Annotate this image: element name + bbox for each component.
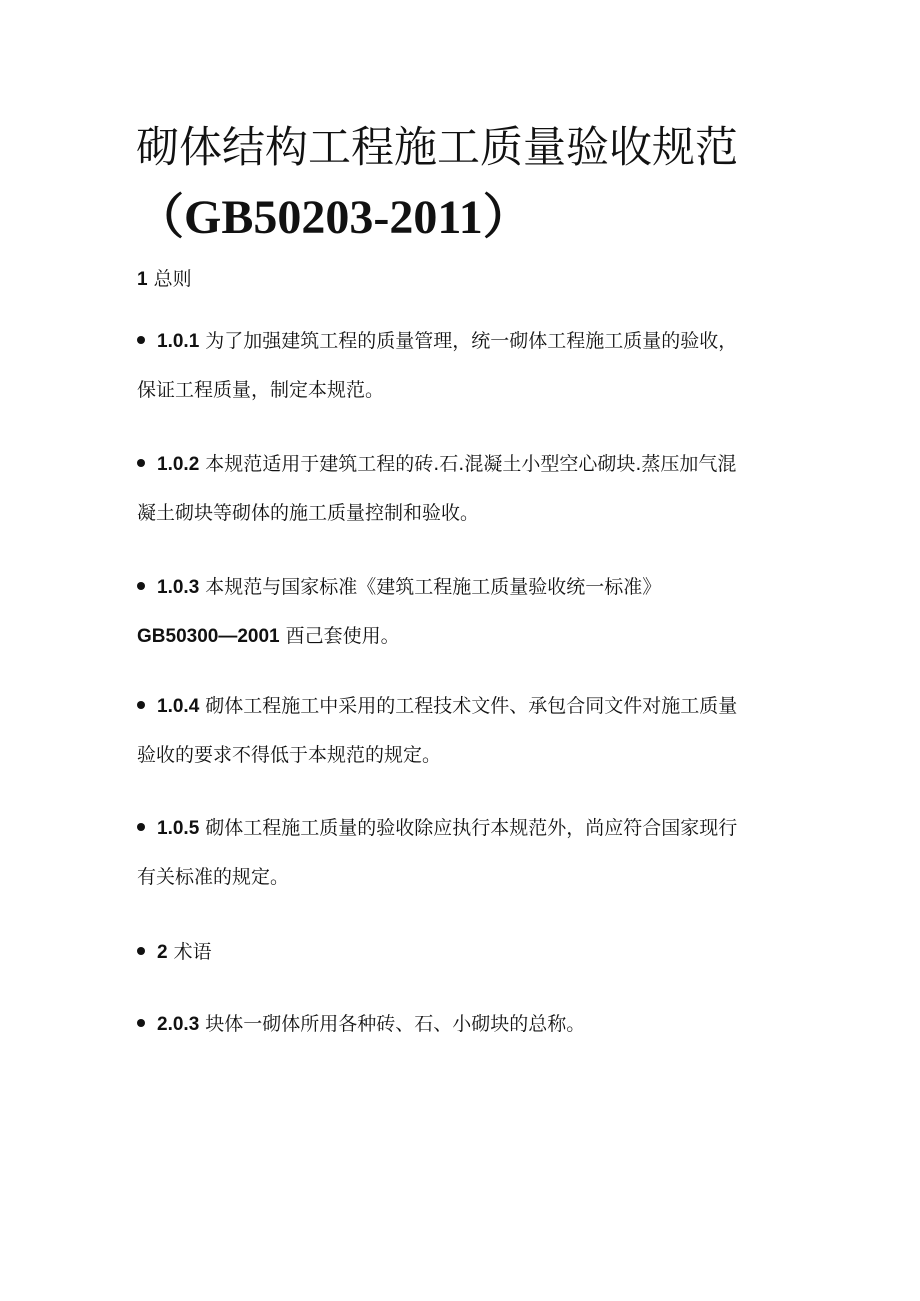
section-label: 总则 [153, 268, 192, 290]
clause-number: 1.0.3 [157, 577, 200, 598]
clause-line [137, 440, 797, 489]
clause-1-0-5 [137, 804, 797, 902]
bullet-icon [137, 336, 145, 344]
clause-number: 1.0.5 [157, 818, 200, 839]
clause-text-continued: 凝土砌块等砌体的施工质量控制和验收。 [137, 502, 480, 524]
clause-number: 1.0.1 [157, 331, 200, 352]
document-standard-code: （GB50203-2011） [136, 191, 531, 244]
clause-text: 本规范适用于建筑工程的砖.石.混凝土小型空心砌块.蒸压加气混 [205, 453, 737, 475]
clause-number: 1.0.2 [157, 454, 200, 475]
section-line [137, 928, 797, 977]
clause-text: 砌体工程施工质量的验收除应执行本规范外，尚应符合国家现行 [205, 817, 738, 839]
clause-line [137, 682, 797, 731]
clause-number: 2.0.3 [157, 1014, 200, 1035]
bullet-icon [137, 582, 145, 590]
clause-line [137, 563, 797, 612]
clause-number: 1.0.4 [157, 696, 200, 717]
clause-text-continued: 保证工程质量，制定本规范。 [137, 379, 385, 401]
clause-1-0-4 [137, 682, 797, 780]
standard-number: GB50300—2001 [137, 626, 280, 647]
clause-1-0-2 [137, 440, 797, 538]
section-heading-terms [137, 928, 797, 977]
clause-text: 砌体工程施工中采用的工程技术文件、承包合同文件对施工质量 [205, 695, 738, 717]
section-heading-general [137, 264, 192, 295]
clause-line-continued [137, 612, 797, 661]
clause-text-continued: 酉己套使用。 [285, 625, 400, 647]
bullet-icon [137, 947, 145, 955]
clause-line [137, 317, 797, 366]
bullet-icon [137, 1019, 145, 1027]
bullet-icon [137, 459, 145, 467]
clause-1-0-3 [137, 563, 797, 661]
section-label: 术语 [173, 941, 212, 963]
clause-2-0-3 [137, 1000, 797, 1049]
bullet-icon [137, 823, 145, 831]
clause-text-continued: 验收的要求不得低于本规范的规定。 [137, 744, 442, 766]
clause-text: 本规范与国家标准《建筑工程施工质量验收统一标准》 [205, 576, 662, 598]
clause-text: 为了加强建筑工程的质量管理，统一砌体工程施工质量的验收， [205, 330, 738, 352]
section-number: 1 [137, 269, 148, 290]
clause-text: 块体一砌体所用各种砖、石、小砌块的总称。 [205, 1013, 586, 1035]
bullet-icon [137, 701, 145, 709]
clause-line [137, 1000, 797, 1049]
section-number: 2 [157, 942, 168, 963]
document-title: 砌体结构工程施工质量验收规范 [136, 123, 738, 173]
clause-text-continued: 有关标准的规定。 [137, 866, 290, 888]
clause-line [137, 804, 797, 853]
clause-1-0-1 [137, 317, 797, 415]
